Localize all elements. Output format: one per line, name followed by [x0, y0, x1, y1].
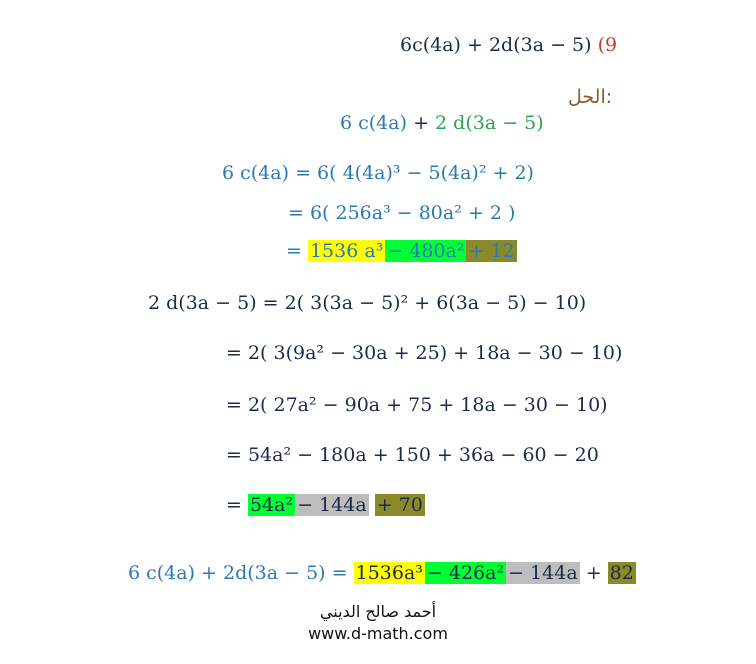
- c-line-3: [286, 240, 517, 262]
- final-line: [128, 562, 636, 584]
- c-lhs: 6 c(4a): [222, 162, 290, 184]
- header-part-d: 2 d(3a − 5): [435, 112, 544, 134]
- problem-number: (9: [597, 34, 618, 56]
- header-expression: [340, 112, 544, 134]
- c-term-12: + 12: [468, 240, 515, 262]
- d-line-4: = 54a² − 180a + 150 + 36a − 60 − 20: [226, 444, 599, 466]
- c-eq: =: [286, 240, 302, 262]
- c-line-1: [222, 162, 534, 184]
- website-url: www.d-math.com: [308, 624, 448, 643]
- d-line-1: 2 d(3a − 5) = 2( 3(3a − 5)² + 6(3a − 5) − 10): [148, 292, 587, 314]
- solution-label: الحل:: [568, 86, 613, 108]
- header-plus: +: [413, 112, 429, 134]
- final-term-1536a3: 1536a³: [355, 562, 423, 584]
- final-term-144a: − 144a: [508, 562, 578, 584]
- final-term-426a2: − 426a²: [426, 562, 505, 584]
- d-term-144a: − 144a: [297, 494, 367, 516]
- author-name: أحمد صالح الديني: [319, 602, 437, 621]
- problem-line: [400, 34, 617, 56]
- d-line-5: [226, 494, 425, 516]
- c-term-480a2: − 480a²: [387, 240, 465, 262]
- d-eq: =: [226, 494, 242, 516]
- final-lhs: 6 c(4a) + 2d(3a − 5) =: [128, 562, 348, 584]
- c-expansion: = 6( 4(4a)³ − 5(4a)² + 2): [295, 162, 534, 184]
- d-line-2: = 2( 3(9a² − 30a + 25) + 18a − 30 − 10): [226, 342, 623, 364]
- c-term-1536a3: 1536 a³: [309, 240, 384, 262]
- problem-expression: 6c(4a) + 2d(3a − 5): [400, 34, 592, 56]
- final-term-82: 82: [609, 562, 634, 584]
- c-line-2: = 6( 256a³ − 80a² + 2 ): [288, 202, 516, 224]
- d-term-54a2: 54a²: [249, 494, 294, 516]
- header-part-c: 6 c(4a): [340, 112, 408, 134]
- d-term-70: + 70: [376, 494, 423, 516]
- final-plus: +: [585, 562, 602, 584]
- d-line-3: = 2( 27a² − 90a + 75 + 18a − 30 − 10): [226, 394, 608, 416]
